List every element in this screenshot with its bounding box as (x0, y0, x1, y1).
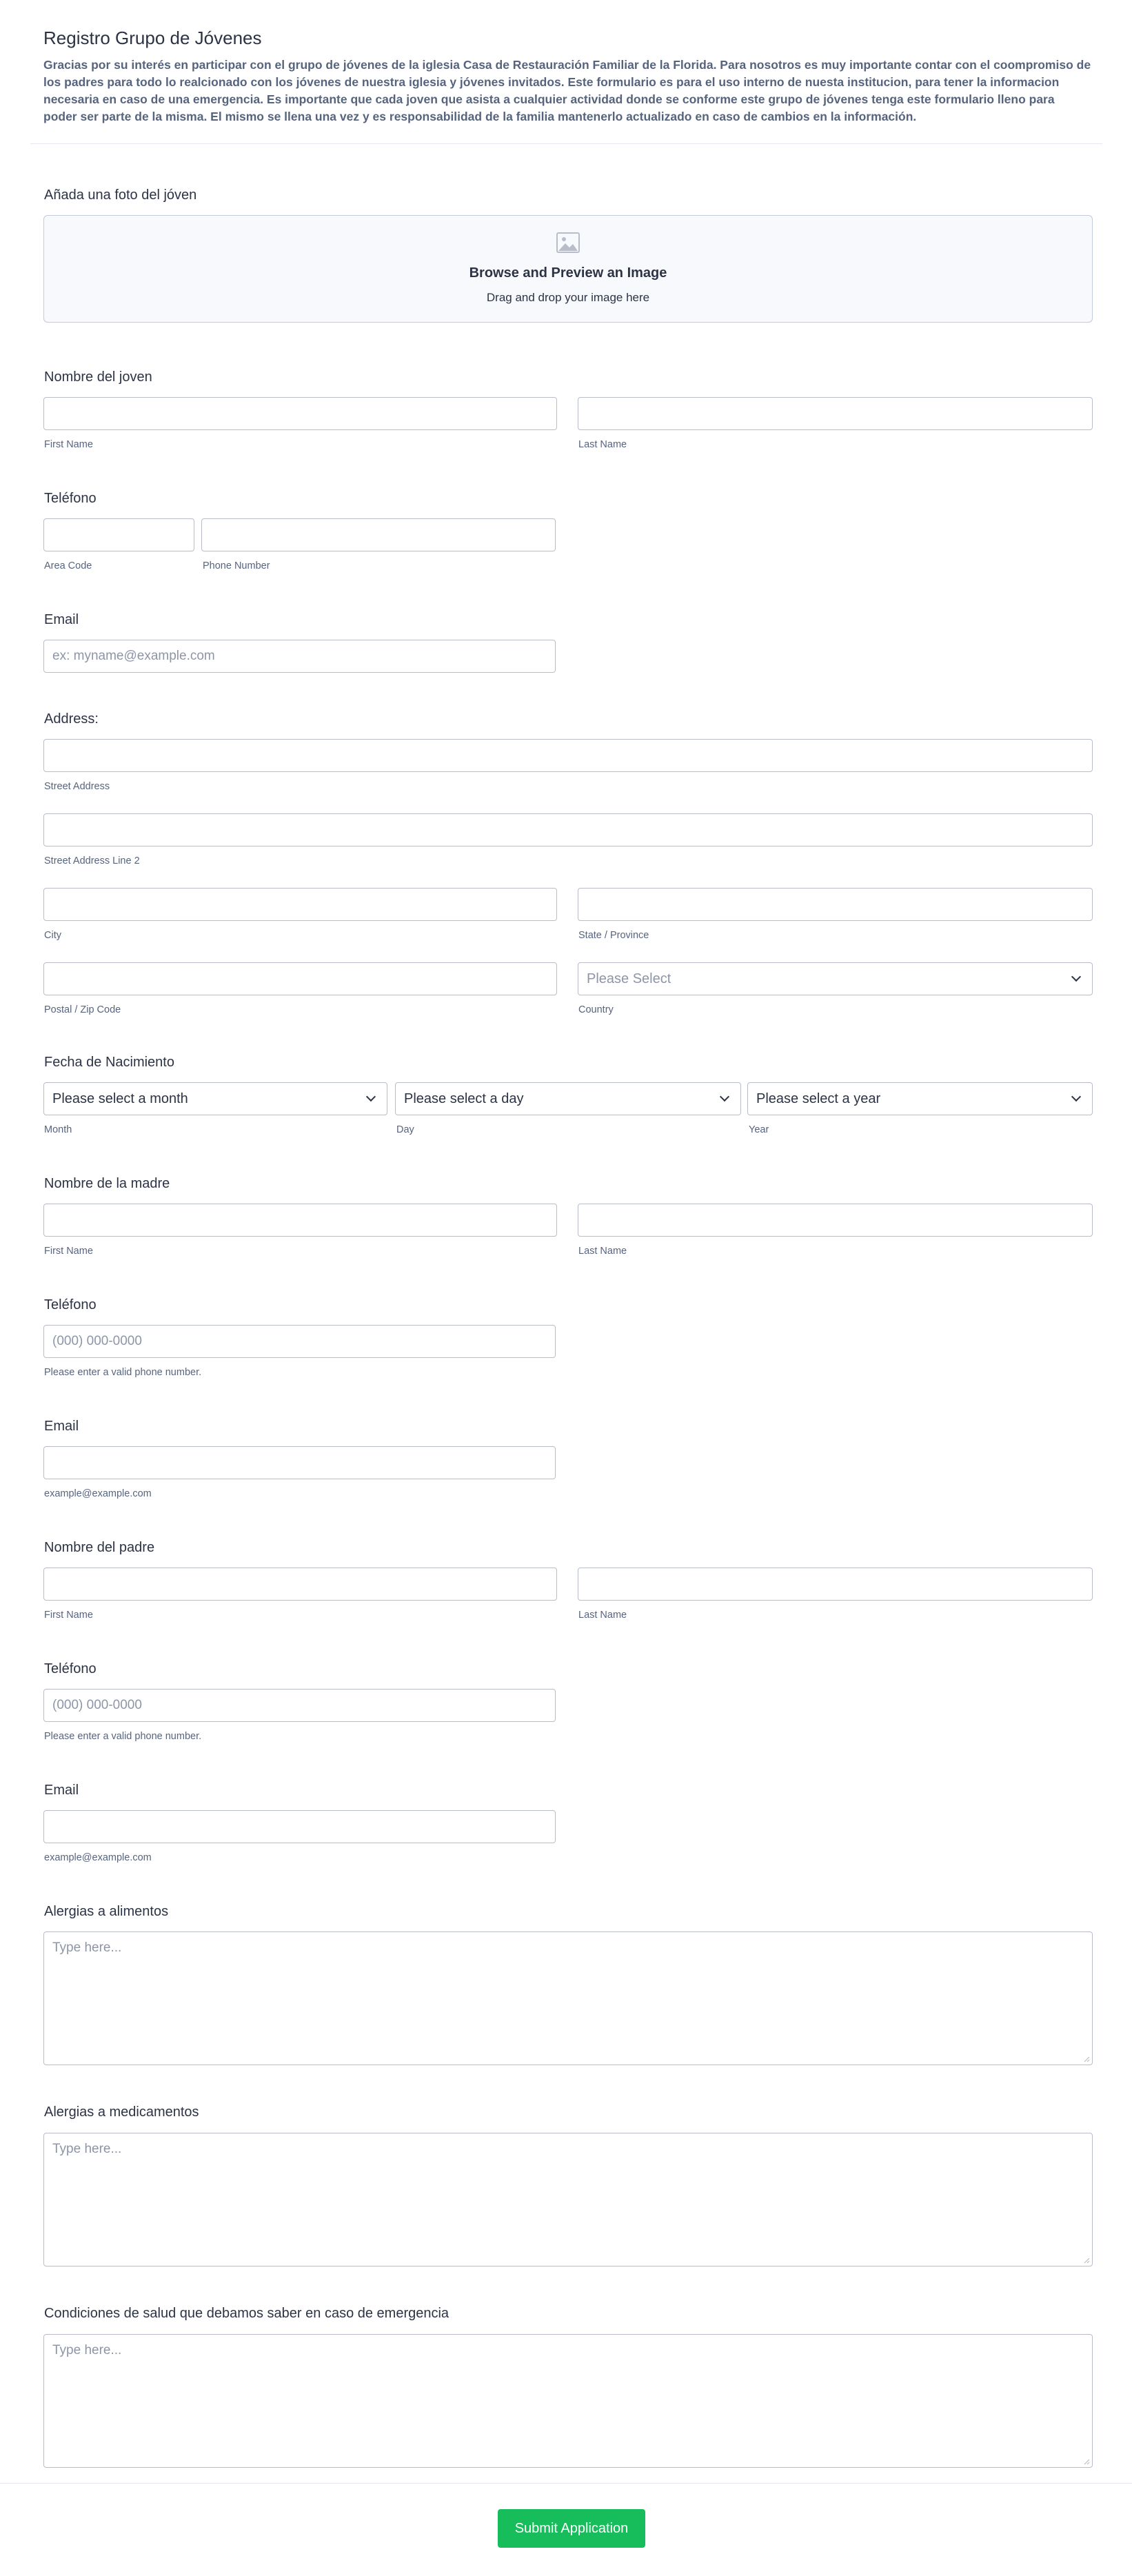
father-phone-label: Teléfono (44, 1661, 97, 1676)
birth-day-select[interactable] (395, 1082, 741, 1115)
upload-subtitle: Drag and drop your image here (486, 291, 650, 304)
youth-email-input[interactable] (43, 640, 556, 673)
father-name-label: Nombre del padre (44, 1540, 155, 1555)
mother-email-label: Email (44, 1419, 79, 1434)
image-icon (556, 232, 580, 253)
header-divider (30, 143, 1102, 144)
chevron-down-icon (1071, 972, 1081, 982)
youth-phone-label: Teléfono (44, 491, 97, 506)
father-last-name-sublabel: Last Name (578, 1610, 627, 1621)
mother-phone-input[interactable] (43, 1325, 556, 1358)
food-allergies-textarea[interactable] (43, 1931, 1093, 2065)
youth-name-label: Nombre del joven (44, 369, 152, 385)
health-conditions-placeholder: Type here... (52, 2343, 122, 2357)
mother-first-name-input[interactable] (43, 1204, 557, 1237)
birth-month-select[interactable] (43, 1082, 387, 1115)
state-sublabel: State / Province (578, 930, 649, 941)
mother-name-label: Nombre de la madre (44, 1176, 170, 1191)
father-first-name-sublabel: First Name (44, 1610, 93, 1621)
birth-month-sublabel: Month (44, 1124, 72, 1135)
youth-last-name-input[interactable] (578, 397, 1093, 430)
health-conditions-textarea[interactable] (43, 2334, 1093, 2468)
upload-title: Browse and Preview an Image (469, 265, 667, 281)
mother-email-input[interactable] (43, 1446, 556, 1479)
youth-email-placeholder: ex: myname@example.com (52, 649, 215, 663)
youth-first-name-input[interactable] (43, 397, 557, 430)
father-phone-input[interactable] (43, 1689, 556, 1722)
street-address-sublabel: Street Address (44, 781, 110, 792)
resize-handle-icon[interactable] (1083, 2056, 1090, 2062)
zip-input[interactable] (43, 962, 557, 995)
birth-year-select[interactable] (747, 1082, 1093, 1115)
med-allergies-label: Alergias a medicamentos (44, 2105, 199, 2120)
country-select[interactable] (578, 962, 1093, 995)
food-allergies-label: Alergias a alimentos (44, 1904, 169, 1919)
birth-month-value: Please select a month (52, 1091, 188, 1106)
chevron-down-icon (366, 1092, 376, 1102)
city-input[interactable] (43, 888, 557, 921)
form-title: Registro Grupo de Jóvenes (43, 28, 262, 48)
street-address-input[interactable] (43, 739, 1093, 772)
birth-day-sublabel: Day (396, 1124, 414, 1135)
youth-last-name-sublabel: Last Name (578, 439, 627, 450)
zip-sublabel: Postal / Zip Code (44, 1004, 121, 1015)
birth-day-value: Please select a day (404, 1091, 524, 1106)
youth-first-name-sublabel: First Name (44, 439, 93, 450)
food-allergies-placeholder: Type here... (52, 1940, 122, 1955)
mother-phone-placeholder: (000) 000-0000 (52, 1334, 142, 1348)
country-sublabel: Country (578, 1004, 614, 1015)
med-allergies-placeholder: Type here... (52, 2142, 122, 2156)
area-code-input[interactable] (43, 518, 194, 551)
father-phone-placeholder: (000) 000-0000 (52, 1698, 142, 1712)
footer-divider (0, 2483, 1132, 2484)
birth-year-value: Please select a year (756, 1091, 881, 1106)
street-address-2-sublabel: Street Address Line 2 (44, 855, 140, 866)
mother-last-name-input[interactable] (578, 1204, 1093, 1237)
address-label: Address: (44, 711, 99, 727)
phone-number-sublabel: Phone Number (203, 560, 270, 571)
mother-phone-hint: Please enter a valid phone number. (44, 1367, 202, 1378)
submit-button[interactable]: Submit Application (498, 2509, 645, 2548)
father-first-name-input[interactable] (43, 1568, 557, 1601)
state-input[interactable] (578, 888, 1093, 921)
father-email-hint: example@example.com (44, 1852, 152, 1863)
resize-handle-icon[interactable] (1083, 2458, 1090, 2465)
father-email-input[interactable] (43, 1810, 556, 1843)
form-description: Gracias por su interés en participar con el grupo de jóvenes de la iglesia Casa de Restauración Familiar de la Florida. Para nosotros es muy importante contar con el coompromiso de los padres para todo lo realcionado con los jóvenes de nuestra iglesia y jóvenes invitados. Este formulario es para el uso interno de nuesta institucion, para tener la informacion necesaria en caso de una emergencia. Es importante que cada joven que asista a cualquier actividad donde se conforme este grupo de jóvenes tenga este formulario lleno para poder ser parte de la misma. El mismo se llena una vez y es responsabilidad de la familia mantenerlo actualizado en caso de cambios en la información. (43, 58, 1091, 123)
street-address-2-input[interactable] (43, 813, 1093, 846)
birth-date-label: Fecha de Nacimiento (44, 1055, 174, 1070)
mother-first-name-sublabel: First Name (44, 1246, 93, 1257)
mother-phone-label: Teléfono (44, 1297, 97, 1312)
med-allergies-textarea[interactable] (43, 2133, 1093, 2266)
city-sublabel: City (44, 930, 61, 941)
area-code-sublabel: Area Code (44, 560, 92, 571)
mother-last-name-sublabel: Last Name (578, 1246, 627, 1257)
youth-email-label: Email (44, 612, 79, 627)
birth-year-sublabel: Year (749, 1124, 769, 1135)
image-upload-dropzone[interactable] (43, 215, 1093, 323)
chevron-down-icon (1071, 1092, 1081, 1102)
mother-email-hint: example@example.com (44, 1488, 152, 1499)
father-last-name-input[interactable] (578, 1568, 1093, 1601)
photo-label: Añada una foto del jóven (44, 187, 197, 203)
father-phone-hint: Please enter a valid phone number. (44, 1731, 202, 1742)
chevron-down-icon (720, 1092, 729, 1102)
resize-handle-icon[interactable] (1083, 2257, 1090, 2264)
country-select-value: Please Select (587, 971, 671, 986)
father-email-label: Email (44, 1783, 79, 1798)
health-conditions-label: Condiciones de salud que debamos saber en caso de emergencia (44, 2306, 449, 2321)
phone-number-input[interactable] (201, 518, 556, 551)
